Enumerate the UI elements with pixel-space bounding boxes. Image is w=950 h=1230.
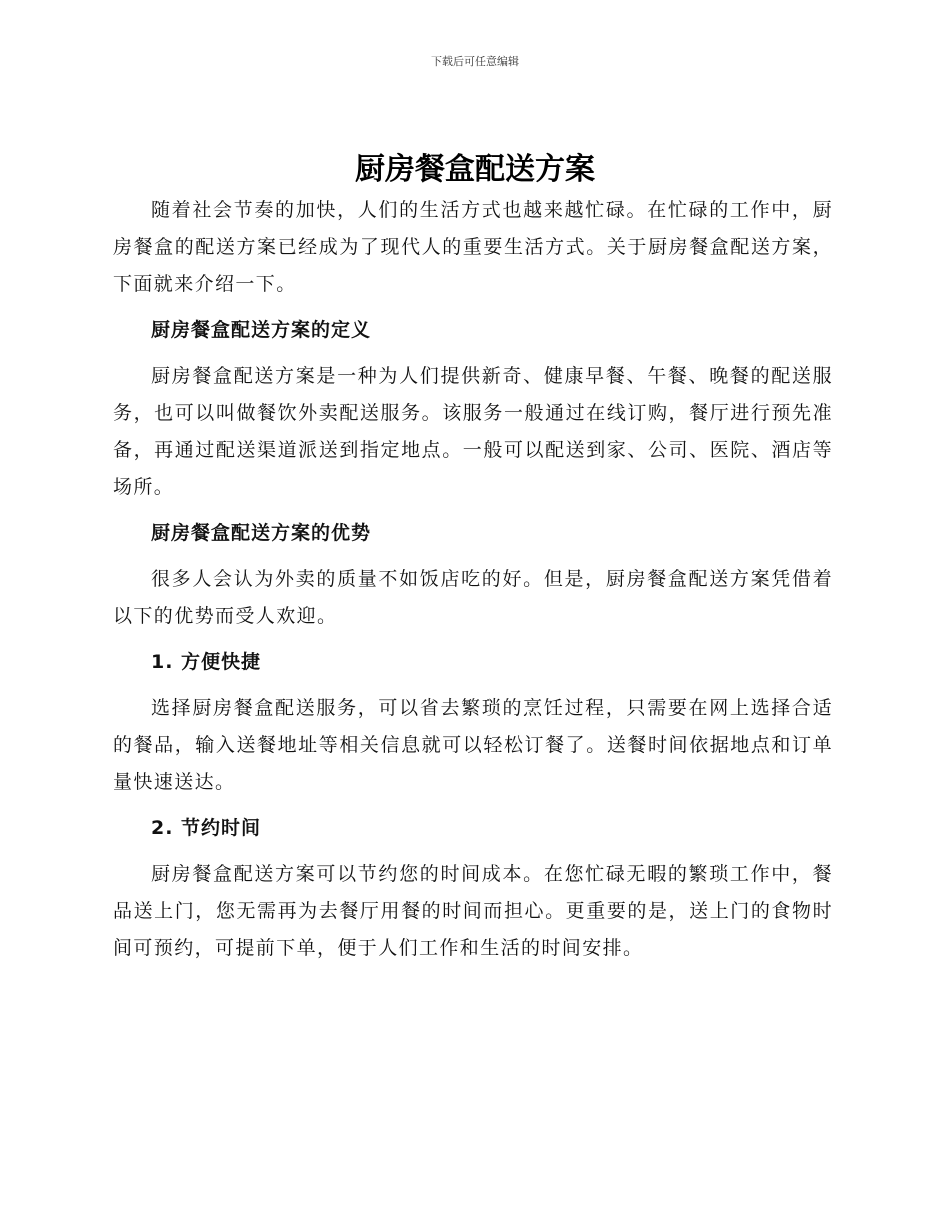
section-paragraph-advantages: 很多人会认为外卖的质量不如饭店吃的好。但是，厨房餐盒配送方案凭借着以下的优势而受人欢迎。 — [113, 568, 833, 627]
point-paragraph-save-time: 厨房餐盒配送方案可以节约您的时间成本。在您忙碌无暇的繁琐工作中，餐品送上门，您无需再为去餐厅用餐的时间而担心。更重要的是，送上门的食物时间可预约，可提前下单，便于人们工作和生活的时间安排。 — [113, 863, 833, 959]
section-paragraph-definition: 厨房餐盒配送方案是一种为人们提供新奇、健康早餐、午餐、晚餐的配送服务，也可以叫做餐饮外卖配送服务。该服务一般通过在线订购，餐厅进行预先准备，再通过配送渠道派送到指定地点。一般可以配送到家、公司、医院、酒店等场所。 — [113, 365, 833, 498]
document-body — [113, 192, 833, 967]
section-heading-definition: 厨房餐盒配送方案的定义 — [151, 319, 372, 341]
section-heading-advantages: 厨房餐盒配送方案的优势 — [151, 522, 372, 544]
intro-paragraph: 随着社会节奏的加快，人们的生活方式也越来越忙碌。在忙碌的工作中，厨房餐盒的配送方案已经成为了现代人的重要生活方式。关于厨房餐盒配送方案，下面就来介绍一下。 — [113, 199, 833, 295]
point-heading-convenience: 1. 方便快捷 — [151, 651, 262, 673]
point-paragraph-convenience: 选择厨房餐盒配送服务，可以省去繁琐的烹饪过程，只需要在网上选择合适的餐品，输入送餐地址等相关信息就可以轻松订餐了。送餐时间依据地点和订单量快速送达。 — [113, 697, 833, 793]
point-heading-save-time: 2. 节约时间 — [151, 817, 262, 839]
page-header-note: 下载后可任意编辑 — [431, 55, 519, 68]
document-title: 厨房餐盒配送方案 — [355, 152, 595, 187]
